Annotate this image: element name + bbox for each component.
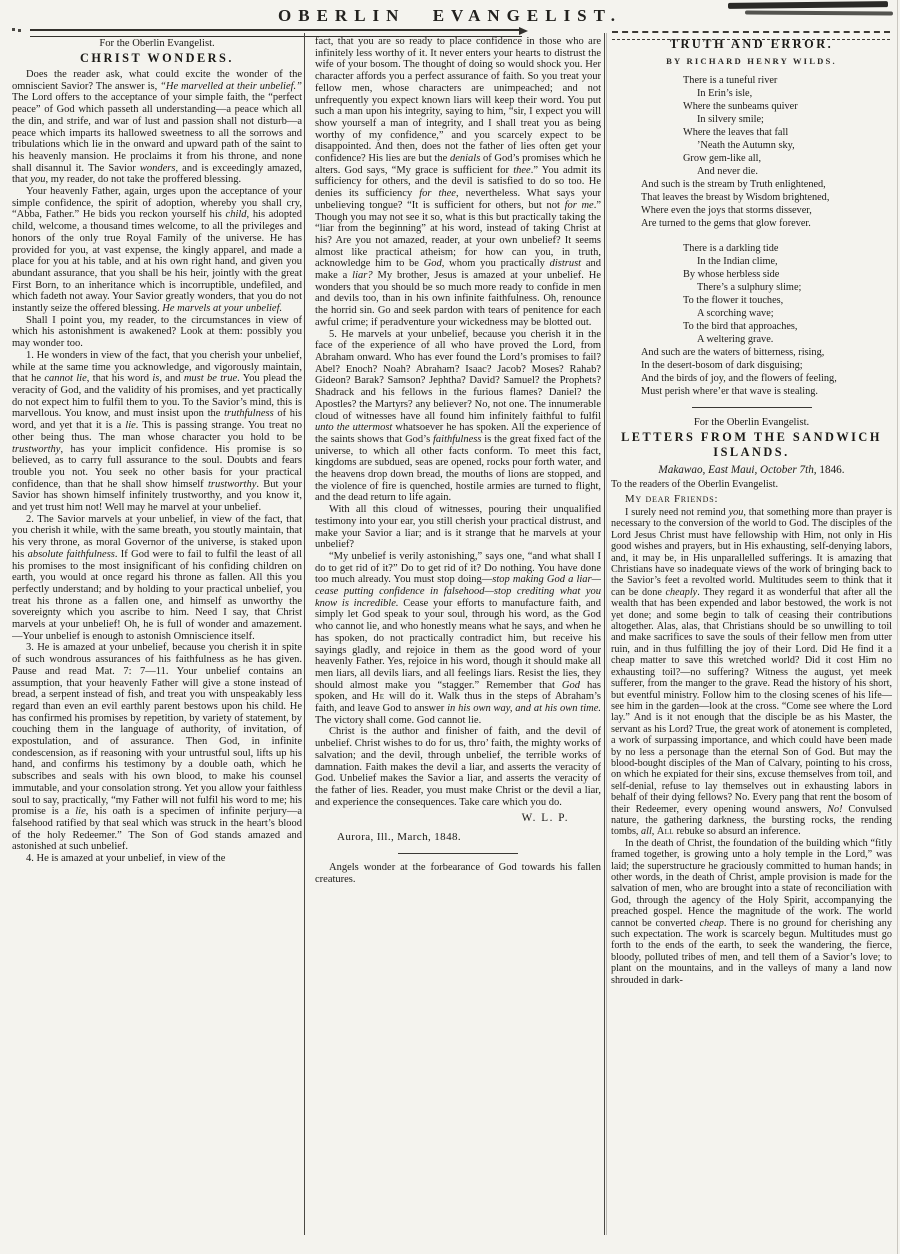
author-initials: W. L. P. xyxy=(521,812,569,825)
poem-line: And the birds of joy, and the flowers of feeling, xyxy=(641,373,837,384)
article-attribution: For the Oberlin Evangelist. xyxy=(99,38,215,49)
masthead-title: OBERLIN EVANGELIST. xyxy=(278,6,622,25)
poem-line: In silvery smile; xyxy=(697,114,764,125)
column-center xyxy=(315,36,601,1250)
divider xyxy=(692,407,812,408)
poem-line: Where the leaves that fall xyxy=(683,127,789,138)
poem-line: There is a tuneful river xyxy=(683,75,778,86)
article-headline: CHRIST WONDERS. xyxy=(80,51,234,65)
letter-attribution: For the Oberlin Evangelist. xyxy=(693,417,810,428)
poem-line: ’Neath the Autumn sky, xyxy=(697,140,795,151)
poem-byline: BY RICHARD HENRY WILDS. xyxy=(666,56,837,66)
article-dateline: Aurora, Ill., March, 1848. xyxy=(337,831,462,844)
column-right xyxy=(611,36,892,1250)
paragraph: Christ is the author and finisher of faith, and the devil of unbelief. Christ wishes to do for us, thro’ faith, the mighty works of salvation; and the devil, through unbelief, the terrible works of damnation. Faith makes the devil a liar, and asserts the veracity of God. Unbelief makes the Savior a liar, and asserts the veracity of the father of lies. Reader, you must make Christ or the devil a liar, and experience the consequences. Take care which you do. xyxy=(315,726,601,808)
paragraph: Shall I point you, my reader, to the circumstances in view of which his astonishment is awakened? Look at them: possibly you may wonder too. xyxy=(12,314,302,350)
letter-headline: LETTERS FROM THE SANDWICH ISLANDS. xyxy=(621,430,882,459)
paragraph: 3. He is amazed at your unbelief, because you cherish it in spite of such wondrous assurances of his faithfulness as he has given. Pause and read Mat. 7: 7—11. Your unbelief contains an assumption, that your heavenly Father will give a stone instead of bread, a serpent instead of fish, and treat you with unspeakably less regard than even an evil earthly parent bestows upon his child. He has confirmed his promises by repetition, by variety of statement, by couching them in the language of authority, of invitation, of expostulation, and of assurance. Then God, in infinite condescension, as if reasoning with your untrustful soul, lifts up his hand, and confirms his testimony by a double oath, which he subscribes and seals with his own blood, to make his counsel immutable, and your consolation strong. Yet you allow your faithless soul to say, practically, “my Father will not fulfil his word to me; his promise is a lie, his oath is a specimen of infinite perjury—a falsehood ratified by that seal which was struck in the heart’s blood of the holy Redeemer.” The Son of God stands amazed and astonished at such unbelief. xyxy=(12,642,302,853)
poem-line: In the desert-bosom of dark disguising; xyxy=(641,360,803,371)
paragraph: I surely need not remind you, that something more than prayer is necessary to the conversion of the world to God. The disciples of the Lord Jesus Christ must have fellowship with Him, not only in His good wishes and prayers, but in His exhausting, self-denying labors, and, it may be, in His unparallelled sufferings. It is amazing that Christians have so inadequate views of the work of bringing back to the Savior’s feet a revolted world. Multitudes seem to think that it can be done cheaply. They regard it as wonderful that after all the wealth that has been expended and labor bestowed, the work is not yet done; and some begin to talk of ceasing their contributions altogether. Alas, alas, that Christians should be so unwilling to toil and make sacrifices to save the souls of their fellow men from utter ruin, and in thus fulfilling the joy of their Lord. Did He find it a cheap matter to save this wretched world? Did it cost Him no exhausting toil?—no suffering? Witness the august, yet meek sufferer, from the manger to the grave. Read the history of his short, but eventful ministry. Follow him to the closing scenes of his life—see him in the garden—look at the cross. “Come see where the Lord lay.” And is it not enough that the disciple be as his Master, the servant as his Lord? True, the great work of atonement is completed, a work of surpassing importance, and which could have been made by no less a personage than the eternal Son of God. But may the blood-bought disciples of the Man of Calvary, pointing to his cross, on which he expiated for their sins, excuse themselves from toil, and self-denial, refuse to lay themselves out in exhausting labors in behalf of their dying fellows? No. Every pang that rent the bosom of their Redeemer, every opening wound answers, No! Convulsed nature, the gathering darkness, the bursting rocks, the rending tombs, all, All rebuke so absurd an inference. xyxy=(611,507,892,838)
poem-line: To the bird that approaches, xyxy=(683,321,798,332)
paragraph: Angels wonder at the forbearance of God towards his fallen creatures. xyxy=(315,862,601,886)
poem-line: There is a darkling tide xyxy=(683,243,779,254)
poem-line: To the flower it touches, xyxy=(683,295,784,306)
poem-line: Are turned to the gems that glow forever. xyxy=(641,218,811,229)
poem-line: In Erin’s isle, xyxy=(697,88,753,99)
poem-line: That leaves the breast by Wisdom brightened, xyxy=(641,192,830,203)
paragraph: fact, that you are so ready to place confidence in those who are infinitely less worthy of it. It never enters your hearts to distrust the wife of your bosom. The thought of doing so would shock you. Her character affords you a perfect assurance of faith. So you treat your fellow men, whose characters are unimpeached; and not unfrequently you expect known liars will keep their word. You put such a man upon his integrity, saying to him, “sir, I expect you will show yourself a man of integrity, and I shall treat you as being worthy of my confidence,” and you scarcely expect to be disappointed. And then, does not the father of lies often get your confidence? His lies are but the denials of God’s promises which he alters. God says, “My grace is sufficient for thee.” You admit its sufficiency for others, and the devil is satisfied to do so too. He denies its sufficiency for thee, nevertheless. What says your unbelieving tongue? “It is sufficient for others, but not for me.” Though you may not see it so, what is this but practically taking the “liar from the beginning” at his word, instead of taking Christ at his? Are you not amazed, reader, at your own unbelief? It seems almost like practical atheism; for how can you, in truth, acknowledge him to be God, whom you practically distrust and make a liar? My brother, Jesus is amazed at your unbelief. He wonders that you should be so much more ready to confide in men and devils too, than in his own infinite faithfulness. Oh, renounce the horrid sin. Go and seek pardon with tears of penitence for each awful crime; if peradventure your wickedness may be blotted out. xyxy=(315,36,601,328)
paragraph: In the death of Christ, the foundation of the building which “fitly framed together, is growing unto a holy temple in the Lord,” was laid; the superstructure he graciously committed to human hands; in other words, in the death of Christ, ample provision is made for the salvation of men, who are brought into a state of reconciliation with God, through the agency of the Holy Spirit, accompanying the preached gospel. Hence the magnitude of the work. The world cannot be converted cheap. There is no ground for cherishing any such expectation. The work is scarcely begun. Multitudes must go forth to the ends of the earth, to seek the wandering, the fierce, bloody, polluted tribes of men, and tell them of a Savior’s love; to plant on the mountains, and in the valleys of many a land now shrouded in dark- xyxy=(611,837,892,986)
paragraph: 5. He marvels at your unbelief, because you cherish it in the face of the experience of all who have proved the Lord, from Abraham onward. Who has ever found the Lord’s promises to fail? Abel? Enoch? Noah? Abraham? Isaac? Jacob? Moses? Rahab? Gideon? Barak? Samson? Jephtha? David? Samuel? the Prophets? Shadrack and his fellows in the furious flames? Daniel? the Apostles? the Martyrs? any believer? No, not one. The innumerable cloud of witnesses have all found him infinitely faithful to fulfil unto the uttermost whatsoever he has spoken. All the experience of the saints shows that God’s faithfulness is the great fixed fact of the universe, to which all other facts conform. To meet this fact, kingdoms are subdued, seas are opened, rocks pour forth water, and the heavens drop down bread, the mouths of lions are stopped, and the violence of fire is quenched, hostile armies are turned to flight, and the dead return to life again. xyxy=(315,328,601,504)
poem-line: And such are the waters of bitterness, rising, xyxy=(641,347,825,358)
poem-line: There’s a sulphury slime; xyxy=(697,282,802,293)
poem-line: Where the sunbeams quiver xyxy=(683,101,798,112)
paragraph: 2. The Savior marvels at your unbelief, in view of the fact, that you cherish it while, with the same breath, you stoutly maintain, that his very throne, as moral Governor of the universe, is staked upon his absolute faithfulness. If God were to fail to fulfil the least of all his promises to the most insignificant of his confiding children on earth, you would at once regard his throne as fallen. All this you perfectly understand; and by holding to your practical unbelief, you treat his throne as a fallen one, and himself as unworthy the sovereignty which you ascribe to him. Need I say, that Christ marvels at your unbelief! Oh, he is full of wonder and amazement.—Your unbelief is enough to astonish Omniscience itself. xyxy=(12,513,302,642)
stanza-break xyxy=(611,230,892,242)
letter-salutation: My dear Friends: xyxy=(625,493,719,505)
poem-line: In the Indian clime, xyxy=(697,256,778,267)
paragraph: Does the reader ask, what could excite the wonder of the omniscient Savior? The answer is, “He marvelled at their unbelief.” The Lord offers to the acceptance of your simple faith, the “perfect peace” of God which passeth all understanding—a peace which all the din, and strife, and war of lust and passion shall not disturb—a peace which imparts its hallowed sweetness to all the sorrows and tribulations which lie in the onward and upward path of the saint to his heavenly mansion. He proclaims it from his throne, and none shall disannul it. The Savior wonders, and is exceedingly amazed, that you, my reader, do not take the proffered blessing. xyxy=(12,69,302,186)
column-divider-rule xyxy=(304,33,305,1235)
page-edge-line xyxy=(897,0,898,1254)
column-left xyxy=(12,36,302,1250)
column-divider-rule xyxy=(604,33,605,1235)
poem-line: And such is the stream by Truth enlightened, xyxy=(641,179,826,190)
letter-dateline: Makawao, East Maui, October 7th, 1846. xyxy=(658,464,845,476)
poem-line: Must perish where’er that wave is stealing. xyxy=(641,386,818,397)
paragraph: Your heavenly Father, again, urges upon the acceptance of your simple confidence, the spirit of adoption, whereby you shall cry, “Abba, Father.” He bids you reckon yourself his child, his adopted child, welcome, a thousand times welcome, to all the privileges and honors of the only true Royal Family of the universe. He has provided for you, at vast expense, the kingly apparel, and made a place for you at his table, and at his own right hand, and given you abundant assurance, that you shall be his heir, jointly with the great First Born, to an inheritance which is incorruptible, undefiled, and which fadeth not away. Your Savior greatly wonders, that you do not instantly seize the offered blessing. He marvels at your unbelief. xyxy=(12,186,302,315)
paragraph: With all this cloud of witnesses, pouring their unqualified testimony into your ear, you still cherish your practical distrust, and make your Savior a liar; and is it strange that he marvels at your unbelief? xyxy=(315,504,601,551)
poem-line: By whose herbless side xyxy=(683,269,780,280)
corner-artifact-mark xyxy=(12,28,15,31)
divider xyxy=(398,853,518,854)
paragraph: 4. He is amazed at your unbelief, in view of the xyxy=(26,853,226,865)
poem-headline: TRUTH AND ERROR. xyxy=(669,37,834,51)
poem-line: Where even the joys that storms dissever, xyxy=(641,205,812,216)
poem-line: A weltering grave. xyxy=(697,334,774,345)
paragraph: 1. He wonders in view of the fact, that you cherish your unbelief, while at the same time you acknowledge, and vigorously maintain, that he cannot lie, that his word is, and must be true. You plead the veracity of God, and the validity of his promises, and yet practically do not expect him to fulfil them to you. To the Savior’s mind, this is marvellous. You know, and must insist upon the truthfulness of his word, and yet that it is a lie. This is passing strange. You treat no other being thus. The man whose character you hold to be trustworthy, has your implicit confidence. His promise is so believed, as to carry full assurance to the soul. Doubts and fears trouble you not. You seek no other basis for your practical confidence, than that he shall show himself trustworthy. But your Savior has shown himself infinitely trustworthy, and you know it, and yet trust him not! Well may he marvel at your unbelief. xyxy=(12,349,302,514)
letter-address: To the readers of the Oberlin Evangelist. xyxy=(611,479,779,490)
poem-line: Grow gem-like all, xyxy=(683,153,762,164)
poem-line: A scorching wave; xyxy=(697,308,774,319)
poem-line: And never die. xyxy=(697,166,758,177)
paragraph: “My unbelief is verily astonishing,” says one, “and what shall I do to get rid of it?” Do to get rid of it? Do nothing. You have done too much already. You must stop doing—stop making God a liar—cease putting confidence in falsehood—stop crediting what you know is incredible. Cease your efforts to manufacture faith, and simply let God speak to your soul, through his word, as the God who cannot lie, and who honestly means what he says, and when he has spoken, do not practically contradict him, but receive his sayings gladly, and rejoice in them as the good word of your heavenly Father. Yes, rejoice in his word, though it should make all men liars, all devils liars, and all feelings liars. Resist the lies, they should almost make you “stagger.” Remember that God has spoken, and He will do it. Walk thus in the steps of Abraham’s faith, and leave God to answer in his own way, and at his own time. The victory shall come. God cannot lie. xyxy=(315,550,601,726)
